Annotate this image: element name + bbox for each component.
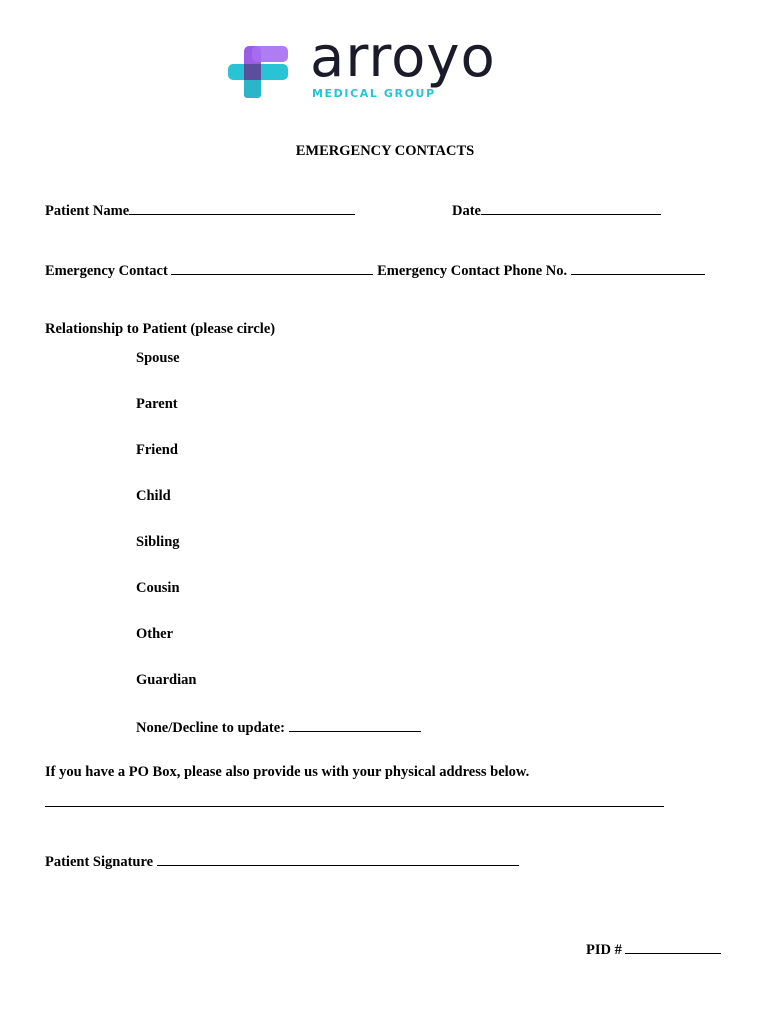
- emergency-contact-label: Emergency Contact: [45, 263, 168, 279]
- form-title: EMERGENCY CONTACTS: [295, 143, 475, 159]
- relationship-option-child[interactable]: Child: [136, 488, 171, 504]
- none-decline-field[interactable]: [289, 719, 421, 732]
- relationship-option-cousin[interactable]: Cousin: [136, 580, 180, 596]
- emergency-contact-field[interactable]: [171, 262, 373, 275]
- relationship-option-friend[interactable]: Friend: [136, 442, 178, 458]
- pid-field[interactable]: [625, 941, 721, 954]
- date-field[interactable]: [481, 202, 661, 215]
- relationship-option-spouse[interactable]: Spouse: [136, 350, 180, 366]
- relationship-label: Relationship to Patient (please circle): [45, 321, 276, 337]
- relationship-option-sibling[interactable]: Sibling: [136, 534, 180, 550]
- emergency-phone-field[interactable]: [571, 262, 705, 275]
- emergency-contact-row: [45, 262, 705, 280]
- arroyo-logo: [226, 25, 546, 104]
- relationship-option-parent[interactable]: Parent: [136, 396, 178, 412]
- patient-name-field[interactable]: [129, 202, 355, 215]
- patient-name-label: Patient Name: [45, 203, 130, 219]
- patient-name-row: [45, 202, 355, 220]
- relationship-option-other[interactable]: Other: [136, 626, 174, 642]
- none-decline-row: [136, 719, 421, 737]
- pid-label: PID #: [586, 942, 622, 958]
- medical-cross-icon: [226, 44, 292, 104]
- signature-label: Patient Signature: [45, 854, 154, 870]
- logo-wordmark: arroyo: [310, 25, 496, 90]
- logo-tagline: MEDICAL GROUP: [312, 87, 436, 100]
- signature-field[interactable]: [157, 853, 519, 866]
- none-decline-label: None/Decline to update:: [136, 720, 286, 736]
- po-box-note: If you have a PO Box, please also provide us with your physical address below.: [45, 764, 530, 780]
- pid-row: [586, 941, 721, 959]
- relationship-option-guardian[interactable]: Guardian: [136, 672, 197, 688]
- date-label: Date: [452, 203, 481, 219]
- physical-address-field[interactable]: [45, 806, 664, 807]
- emergency-phone-label: Emergency Contact Phone No.: [377, 263, 568, 279]
- date-row: [452, 202, 661, 220]
- signature-row: [45, 853, 519, 871]
